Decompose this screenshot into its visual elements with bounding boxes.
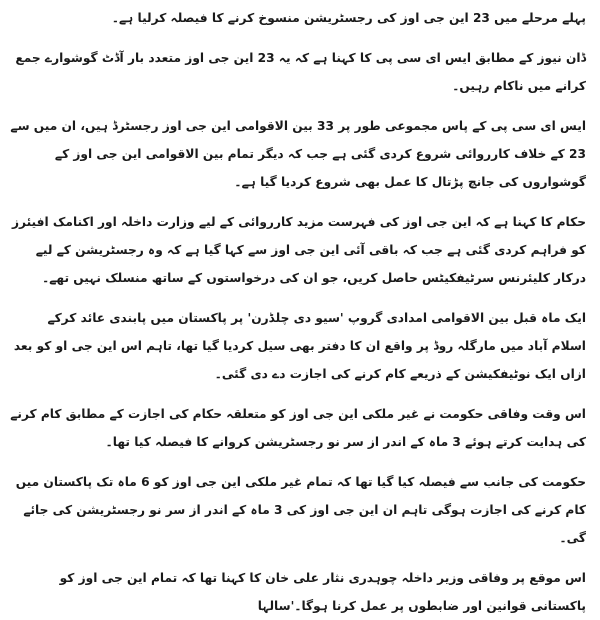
paragraph-5: ایک ماہ قبل بین الاقوامی امدادی گروپ 'سیو دی چلڈرن' پر پاکستان میں پابندی عائد کرکے اسلام آباد میں مارگلہ روڈ پر واقع ان کا دفتر بھی سیل کردیا گیا تھا، تاہم اس این جی او کو بعد ازاں ایک نوٹیفکیشن کے ذریعے کام کرنے کی اجازت دے دی گئی۔ [13, 311, 586, 381]
paragraph-7: حکومت کی جانب سے فیصلہ کیا گیا تھا کہ تمام غیر ملکی این جی اوز کو 6 ماہ تک پاکستان میں کام کرنے کی اجازت ہوگی تاہم ان این جی اوز کی 3 ماہ کے اندر از سر نو رجسٹریشن کی جائے گی۔ [15, 475, 586, 545]
paragraph-8: اس موقع پر وفاقی وزیر داخلہ چوہدری نثار علی خان کا کہنا تھا کہ تمام این جی اوز کو پاکستانی قوانین اور ضابطوں پر عمل کرنا ہوگا۔'سالہا [59, 571, 586, 613]
paragraph-6: اس وقت وفاقی حکومت نے غیر ملکی این جی اوز کو متعلقہ حکام کی اجازت کے مطابق کام کرنے کی ہدایت کرتے ہوئے 3 ماہ کے اندر از سر نو رجسٹریشن کروانے کا فیصلہ کیا تھا۔ [10, 407, 586, 449]
paragraph-3: ایس ای سی پی کے پاس مجموعی طور پر 33 بین الاقوامی این جی اوز رجسٹرڈ ہیں، ان میں سے 23 کے خلاف کارروائی شروع کردی گئی ہے جب کہ دیگر تمام بین الاقوامی این جی اوز کے گوشواروں کی جانچ پڑتال کا عمل بھی شروع کردیا گیا ہے۔ [10, 119, 586, 189]
paragraph-4: حکام کا کہنا ہے کہ این جی اوز کی فہرست مزید کارروائی کے لیے وزارت داخلہ اور اکنامک افیئرز کو فراہم کردی گئی ہے جب کہ باقی آئی این جی اوز سے کہا گیا ہے کہ وہ رجسٹریشن کے لیے درکار کلیئرنس سرٹیفکیٹس حاصل کریں، جو ان کی درخواستوں کے ساتھ منسلک نہیں تھے۔ [11, 215, 586, 285]
paragraph-2: ڈان نیوز کے مطابق ایس ای سی پی کا کہنا ہے کہ یہ 23 این جی اوز متعدد بار آڈٹ گوشوارے جمع کرانے میں ناکام رہیں۔ [15, 51, 586, 93]
paragraph-1: پہلے مرحلے میں 23 این جی اوز کی رجسٹریشن منسوخ کرنے کا فیصلہ کرلیا ہے۔ [111, 11, 586, 25]
